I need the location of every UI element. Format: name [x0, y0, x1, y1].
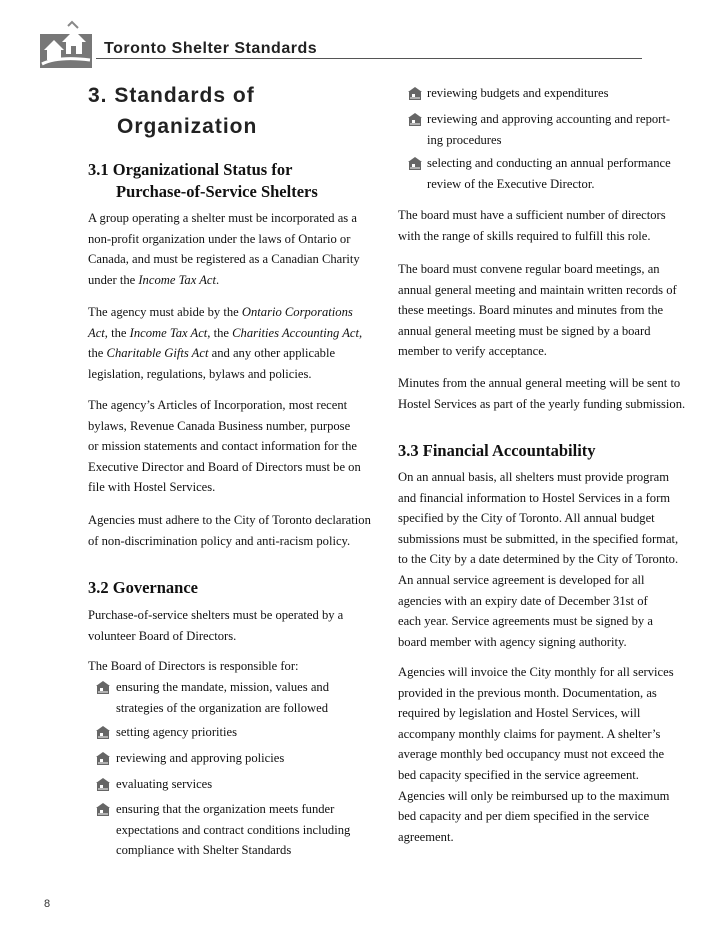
paragraph-board-directors: The board must have a sufficient number of directors with the range of skills required to fulfill this role.	[398, 208, 666, 243]
paragraph-governance: Purchase-of-service shelters must be operated by a volunteer Board of Directors.	[88, 608, 344, 643]
paragraph-legislation: The agency must abide by the Ontario Corporations Act, the Income Tax Act, the Charities Accounting Act, the Charitable Gifts Act and any other applicable legislation, regulations, bylaws and policies.	[88, 305, 363, 381]
shelter-bullet-icon	[96, 726, 110, 739]
shelter-logo-icon	[38, 20, 94, 70]
paragraph-incorporation: A group operating a shelter must be incorporated as a non-profit organization under the laws of Ontario or Canada, and must be registered as a Canadian Charity under the Income Tax Act.	[88, 211, 360, 287]
list-item: ensuring the mandate, mission, values and strategies of the organization are followed	[96, 677, 386, 718]
header-title: Toronto Shelter Standards	[104, 40, 318, 57]
shelter-bullet-icon	[96, 803, 110, 816]
shelter-bullet-icon	[408, 157, 422, 170]
list-item: ensuring that the organization meets funder expectations and contract conditions including compliance with Shelter Standards	[96, 799, 386, 861]
paragraph-board-responsibilities: The Board of Directors is responsible for:	[88, 659, 299, 673]
chapter-title-line-2: Organization	[117, 115, 258, 138]
shelter-bullet-icon	[408, 113, 422, 126]
paragraph-invoicing: Agencies will invoice the City monthly for all services provided in the previous month. Documentation, as required by legislation and Hostel Services, will accompany monthly claims for payment. A shelter’s average monthly bed occupancy must not exceed the bed capacity specified in the service agreement. Agencies will only be reimbursed up to the maximum bed capacity and per diem specified in the service agreement.	[398, 665, 674, 844]
list-item: selecting and conducting an annual performance review of the Executive Director.	[408, 153, 698, 194]
section-3-2-heading: 3.2 Governance	[88, 578, 198, 597]
shelter-bullet-icon	[408, 87, 422, 100]
shelter-bullet-icon	[96, 752, 110, 765]
section-3-1-heading-line-1: 3.1 Organizational Status for	[88, 160, 293, 179]
paragraph-financial-info: On an annual basis, all shelters must provide program and financial information to Hostel Services in a form specified by the City of Toronto. All annual budget submissions must be submitted, in the specified format, to the City by a date determined by the City of Toronto. An annual service agreement is developed for all agencies with an expiry date of December 31st of each year. Service agreements must be signed by a board member with agency signing authority.	[398, 470, 679, 649]
list-item: reviewing budgets and expenditures	[408, 83, 698, 104]
paragraph-articles: The agency’s Articles of Incorporation, most recent bylaws, Revenue Canada Business number, purpose or mission statements and contact information for the Executive Director and Board of Directors must be on file with Hostel Services.	[88, 398, 361, 495]
shelter-bullet-icon	[96, 681, 110, 694]
paragraph-board-meetings: The board must convene regular board meetings, an annual general meeting and maintain written records of these meetings. Board minutes and minutes from the annual general meeting must be signed by a board member to verify acceptance.	[398, 262, 677, 359]
paragraph-minutes: Minutes from the annual general meeting will be sent to Hostel Services as part of the yearly funding submission.	[398, 376, 686, 411]
list-item: setting agency priorities	[96, 722, 386, 743]
chapter-title-line-1: 3. Standards of	[88, 84, 255, 107]
page-number: 8	[44, 898, 51, 910]
list-item: reviewing and approving accounting and report- ing procedures	[408, 109, 698, 150]
list-item: evaluating services	[96, 774, 386, 795]
shelter-bullet-icon	[96, 778, 110, 791]
header-rule	[96, 58, 642, 59]
list-item: reviewing and approving policies	[96, 748, 386, 769]
section-3-3-heading: 3.3 Financial Accountability	[398, 441, 596, 460]
section-3-1-heading-line-2: Purchase-of-Service Shelters	[116, 182, 318, 201]
paragraph-non-discrimination: Agencies must adhere to the City of Toronto declaration of non-discrimination policy and anti-racism policy.	[88, 513, 371, 548]
